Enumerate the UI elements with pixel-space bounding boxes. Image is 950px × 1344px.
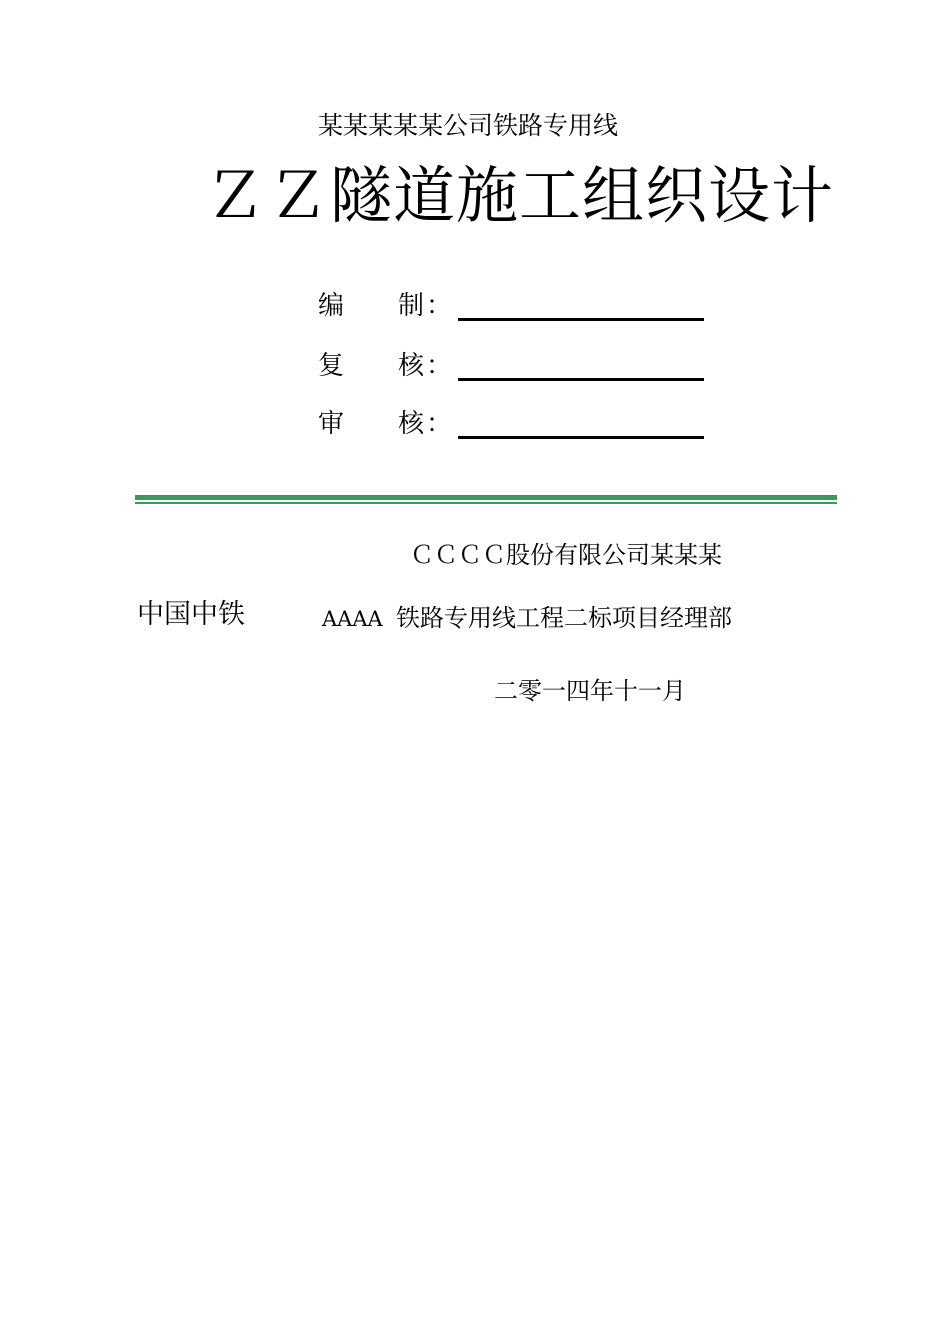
document-subtitle: 某某某某某公司铁路专用线 [318,111,619,140]
company-logo-text: 中国中铁 [137,599,245,630]
signature-label-first-char: 审 [318,409,345,439]
company-name: ＣＣＣＣ股份有限公司某某某 [410,541,722,569]
signature-line [458,378,704,381]
section-divider [135,495,837,505]
document-title: ＺＺ隧道施工组织设计 [204,159,835,232]
project-department: 铁路专用线工程二标项目经理部 [396,604,732,632]
signature-label-second-char: 制 [398,291,425,321]
signature-line [458,436,704,439]
signature-line [458,318,704,321]
divider-thin-line [135,502,837,504]
divider-thick-line [135,495,837,500]
signature-label-first-char: 编 [318,291,345,321]
signature-colon: ： [426,409,453,439]
signature-label-second-char: 核 [398,409,425,439]
signature-label-first-char: 复 [318,351,345,381]
signature-label-second-char: 核 [398,351,425,381]
signature-colon: ： [426,351,453,381]
signature-colon: ： [426,291,453,321]
document-date: 二零一四年十一月 [494,677,686,705]
project-prefix: AAAA [322,607,383,631]
